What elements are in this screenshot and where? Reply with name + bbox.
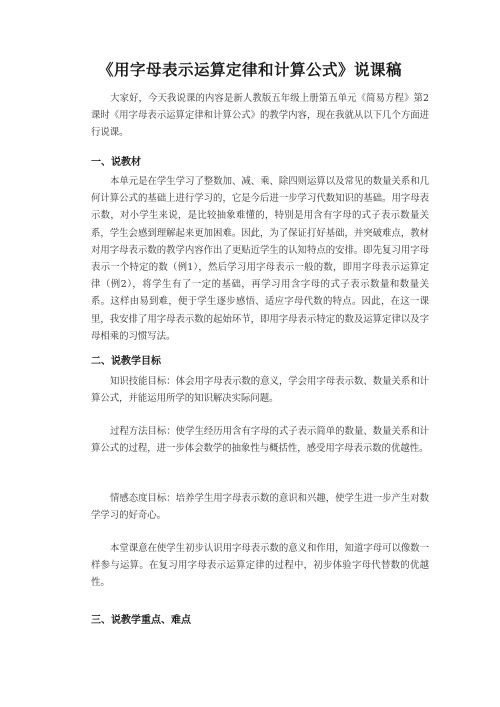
goal-summary (91, 540, 429, 592)
section-heading-teaching-material: 一、说教材 (91, 157, 141, 168)
goal-attitude (91, 490, 429, 524)
goal-attitude-text: 情感态度目标：培养学生用字母表示数的意识和兴趣，使学生进一步产生对数学学习的好奇心。 (91, 493, 429, 522)
section-body-teaching-material (91, 173, 429, 345)
section1-text: 本单元是在学生学习了整数加、减、乘、除四则运算以及常见的数量关系和几何计算公式的基础上进行学习的，它是今后进一步学习代数知识的基础。用字母表示数，对小学生来说，是比较抽象难懂的，特别是用含有字母的式子表示数量关系，学生会感到理解起来更加困难。因此，为了保证打好基础，并突破难点，教材对用字母表示数的教学内容作出了更贴近学生的认知特点的安排。即先复习用字母表示一个特定的数（例1），然后学习用字母表示一般的数，即用字母表示运算定律（例2），将学生有了一定的基础，再学习用含字母的式子表示数量和数量关系。这样由易到难，便于学生逐步感悟、适应字母代数的特点。因此，在这一课里，我安排了用字母表示数的起始环节，即用字母表示特定的数及运算定律以及字母相乘的习惯写法。 (91, 176, 429, 342)
goal-process-text: 过程方法目标：使学生经历用含有字母的式子表示简单的数量、数量关系和计算公式的过程，进一步体会数学的抽象性与概括性，感受用字母表示数的优越性。 (91, 426, 429, 455)
intro-text: 大家好，今天我说课的内容是新人教版五年级上册第五单元《简易方程》第2课时《用字母表示运算定律和计算公式》的教学内容，现在我就从以下几个方面进行说课。 (91, 93, 429, 139)
document-title: 《用字母表示运算定律和计算公式》说课稿 (97, 60, 402, 79)
intro-paragraph (91, 90, 429, 142)
section-heading-key-points: 三、说教学重点、难点 (91, 615, 191, 626)
section-heading-teaching-goals: 二、说教学目标 (91, 356, 161, 367)
goal-knowledge (91, 373, 429, 407)
goal-knowledge-text: 知识技能目标：体会用字母表示数的意义，学会用字母表示数、数量关系和计算公式，并能运用所学的知识解决实际问题。 (91, 376, 429, 405)
goal-process (91, 423, 429, 457)
goal-summary-text: 本堂课意在使学生初步认识用字母表示数的意义和作用，知道字母可以像数一样参与运算。在复习用字母表示运算定律的过程中，初步体验字母代替数的优越性。 (91, 543, 429, 589)
